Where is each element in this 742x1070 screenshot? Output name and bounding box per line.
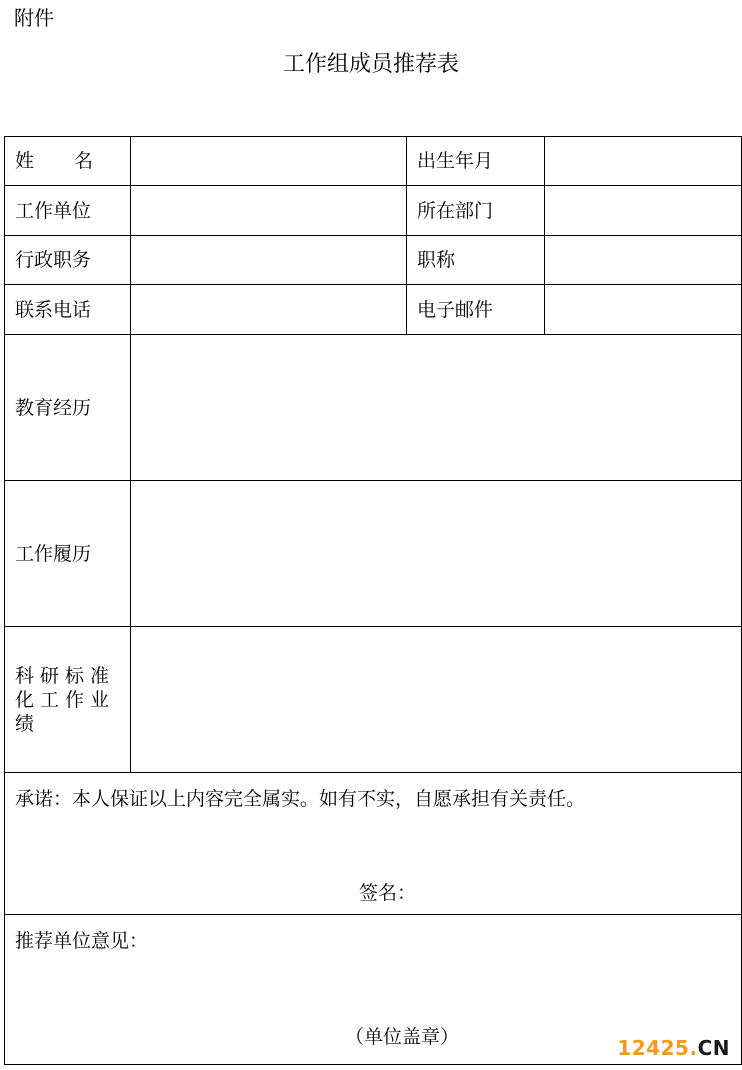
seal-label: （单位盖章） [345,1026,460,1048]
watermark-dot: . [689,1036,698,1060]
achievements-label-line-3: 绩 [15,712,41,735]
achievements-label-line-2: 化工作业 [15,688,116,711]
education-value-cell[interactable] [131,335,742,481]
employer-value-cell[interactable] [131,186,407,236]
name-label-cell [5,137,131,186]
promise-text: 承诺：本人保证以上内容完全属实。如有不实，自愿承担有关责任。 [15,788,586,810]
department-label: 所在部门 [407,186,545,236]
watermark-number: 12425 [617,1036,690,1060]
employer-label: 工作单位 [5,186,131,236]
position-label: 行政职务 [5,236,131,285]
birth-value-cell[interactable] [545,137,742,186]
title-value-cell[interactable] [545,236,742,285]
title-label: 职称 [407,236,545,285]
work-history-label: 工作履历 [5,481,131,627]
name-label-second: 名 [73,150,93,172]
position-value-cell[interactable] [131,236,407,285]
achievements-value-cell[interactable] [131,627,742,773]
promise-cell [5,773,742,915]
signature-label: 签名： [359,882,417,904]
phone-value-cell[interactable] [131,285,407,335]
email-label: 电子邮件 [407,285,545,335]
birth-label: 出生年月 [407,137,545,186]
department-value-cell[interactable] [545,186,742,236]
email-value-cell[interactable] [545,285,742,335]
phone-label: 联系电话 [5,285,131,335]
recommendation-form-table [4,136,742,1065]
opinion-label: 推荐单位意见： [15,930,149,952]
achievements-label-line-1: 科研标准 [15,664,116,687]
form-title: 工作组成员推荐表 [282,52,459,77]
achievements-label [5,627,131,773]
work-history-value-cell[interactable] [131,481,742,627]
watermark-suffix: CN [697,1036,730,1060]
site-watermark [617,1036,730,1060]
name-value-cell[interactable] [131,137,407,186]
attachment-label: 附件 [14,6,54,30]
education-label: 教育经历 [5,335,131,481]
name-label-first: 姓 [15,150,35,172]
